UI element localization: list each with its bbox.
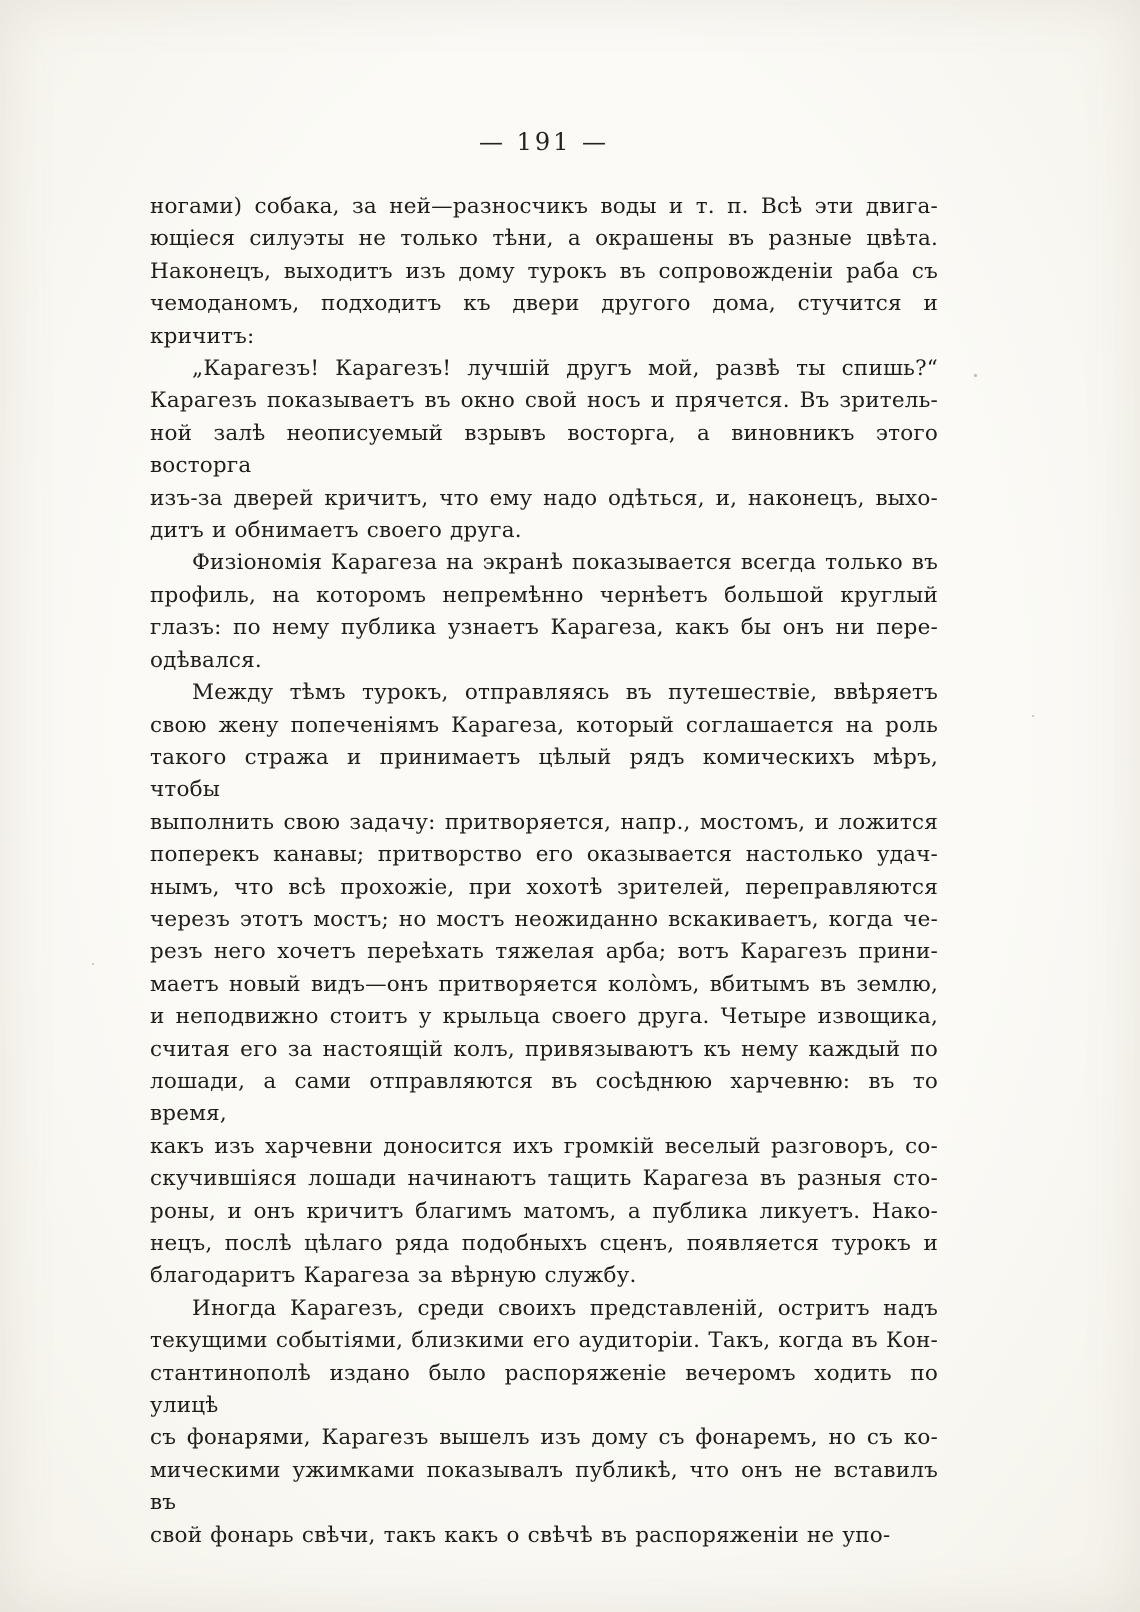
text-line: свой фонарь свѣчи, такъ какъ о свѣчѣ въ распоряженіи не упо-	[150, 1522, 891, 1548]
text-line: одѣвался.	[150, 647, 262, 673]
text-line: черезъ этотъ мостъ; но мостъ неожиданно вскакиваетъ, когда че-	[150, 906, 938, 932]
text-line: роны, и онъ кричитъ благимъ матомъ, а публика ликуетъ. Нако-	[150, 1198, 938, 1224]
text-line: стантинополѣ издано было распоряженіе вечеромъ ходить по улицѣ	[150, 1360, 938, 1419]
paragraph	[150, 547, 938, 677]
paragraph	[150, 677, 938, 1293]
text-line: текущими событіями, близкими его аудиторіи. Такъ, когда въ Кон-	[150, 1328, 938, 1354]
text-line: ной залѣ неописуемый взрывъ восторга, а виновникъ этого восторга	[150, 420, 938, 479]
text-line: скучившіяся лошади начинаютъ тащить Карагеза въ разныя сто-	[150, 1166, 938, 1192]
text-line: нымъ, что всѣ прохожіе, при хохотѣ зрителей, переправляются	[150, 874, 938, 900]
text-line: резъ него хочетъ переѣхать тяжелая арба; вотъ Карагезъ прини-	[150, 939, 938, 965]
text-line: мическими ужимками показывалъ публикѣ, что онъ не вставилъ въ	[150, 1457, 938, 1516]
scan-speck	[92, 963, 94, 965]
text-line: чемоданомъ, подходитъ къ двери другого дома, стучится и кричитъ:	[150, 291, 938, 349]
text-line: маетъ новый видъ—онъ притворяется колòмъ, вбитымъ въ землю,	[150, 971, 938, 997]
page-number: — 191 —	[478, 128, 610, 156]
text-line: свою жену попеченіямъ Карагеза, который соглашается на роль	[150, 712, 938, 738]
text-line: Между тѣмъ турокъ, отправляясь въ путешествіе, ввѣряетъ	[192, 680, 938, 706]
scan-speck	[974, 374, 977, 377]
text-line: Наконецъ, выходитъ изъ дому турокъ въ сопровожденіи раба съ	[150, 258, 938, 284]
text-line: ногами) собака, за ней—разносчикъ воды и т. п. Всѣ эти двига-	[150, 194, 938, 219]
text-line: благодаритъ Карагеза за вѣрную службу.	[150, 1263, 637, 1289]
paragraph	[150, 1293, 938, 1552]
text-line: Карагезъ показываетъ въ окно свой носъ и прячется. Въ зритель-	[150, 388, 938, 414]
text-line: Иногда Карагезъ, среди своихъ представленій, остритъ надъ	[192, 1295, 938, 1321]
text-line: лошади, а сами отправляются въ сосѣднюю харчевню: въ то время,	[150, 1068, 938, 1127]
paragraph	[150, 191, 938, 353]
text-line: нецъ, послѣ цѣлаго ряда подобныхъ сценъ, появляется турокъ и	[150, 1231, 938, 1256]
text-line: профиль, на которомъ непремѣнно чернѣетъ большой круглый	[150, 582, 938, 608]
text-line: поперекъ канавы; притворство его оказывается настолько удач-	[150, 842, 938, 868]
text-line: выполнить свою задачу: притворяется, напр., мостомъ, и ложится	[150, 809, 938, 835]
text-line: какъ изъ харчевни доносится ихъ громкій веселый разговоръ, со-	[150, 1133, 938, 1159]
scan-speck	[1032, 715, 1034, 717]
text-line: такого стража и принимаетъ цѣлый рядъ комическихъ мѣръ, чтобы	[150, 744, 938, 803]
text-line: съ фонарями, Карагезъ вышелъ изъ дому съ фонаремъ, но съ ко-	[150, 1425, 938, 1451]
text-line: и неподвижно стоитъ у крыльца своего друга. Четыре извощика,	[150, 1004, 938, 1030]
text-line: изъ-за дверей кричитъ, что ему надо одѣться, и, наконецъ, выхо-	[150, 485, 938, 511]
text-line: глазъ: по нему публика узнаетъ Карагеза, какъ бы онъ ни пере-	[150, 615, 938, 641]
scan-speck	[154, 1472, 156, 1475]
text-line: дитъ и обнимаетъ своего друга.	[150, 518, 522, 544]
text-line: ющіеся силуэты не только тѣни, а окрашены въ разные цвѣта.	[150, 226, 938, 252]
text-block	[150, 191, 938, 1552]
text-line: считая его за настоящій колъ, привязываютъ къ нему каждый по	[150, 1036, 938, 1062]
text-line: „Карагезъ! Карагезъ! лучшій другъ мой, развѣ ты спишь?“	[192, 356, 938, 382]
paragraph	[150, 353, 938, 547]
text-line: Физіономія Карагеза на экранѣ показывается всегда только въ	[192, 550, 938, 576]
